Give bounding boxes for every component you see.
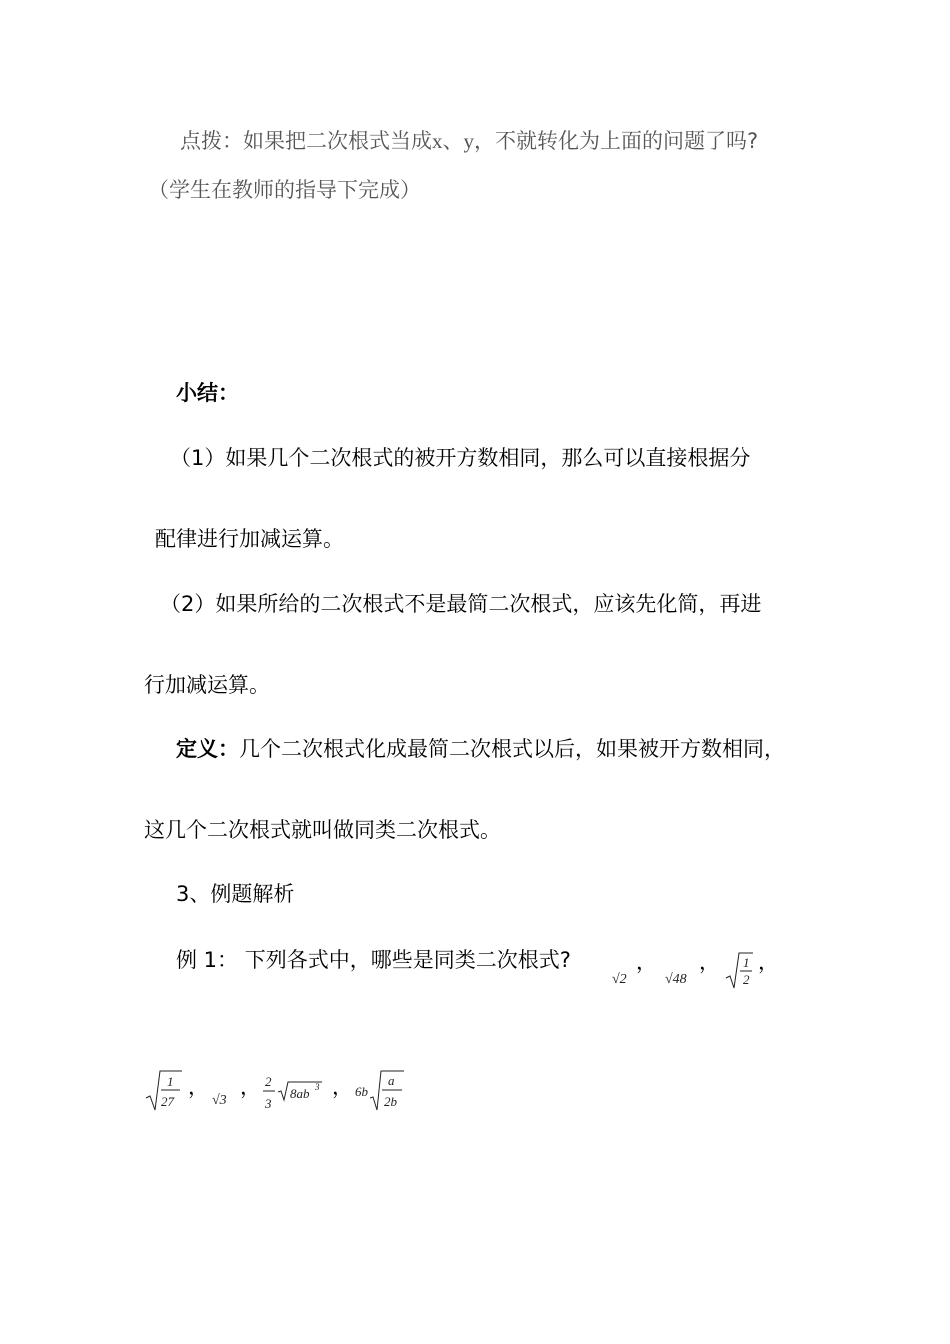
hint-sep: 、: [442, 129, 464, 153]
summary-item1-line2: 配律进行加减运算。: [155, 527, 344, 551]
a-num: a: [388, 1073, 395, 1088]
radicand-8ab: 8ab: [290, 1086, 310, 1101]
coef-6b: 6b: [355, 1084, 368, 1099]
definition-line2: 这几个二次根式就叫做同类二次根式。: [144, 818, 501, 842]
hint-line: [180, 126, 758, 156]
expr-sqrt-2: √2: [612, 972, 627, 987]
expr-6b-sqrt-a-2b: [354, 1068, 406, 1114]
definition-label: 定义：: [176, 737, 239, 761]
comma-4: ，: [188, 1075, 209, 1099]
expr-frac-sqrt-8ab3: [262, 1070, 326, 1114]
comma-6: ，: [332, 1075, 353, 1099]
comma-3: ，: [758, 950, 779, 974]
example1-prompt: 例 1： 下列各式中，哪些是同类二次根式?: [176, 948, 571, 972]
comma-1: ，: [636, 950, 657, 974]
section3-heading: 3、例题解析: [176, 882, 295, 906]
coef-num: 2: [265, 1074, 272, 1089]
hint-suffix: ，不就转化为上面的问题了吗?: [474, 129, 759, 153]
expr-sqrt-3: √3: [212, 1093, 227, 1108]
coef-den: 3: [265, 1096, 272, 1111]
expr-sqrt-half: [724, 950, 754, 992]
hint-prefix: 点拨：如果把二次根式当成: [180, 129, 432, 153]
definition-text1: 几个二次根式化成最简二次根式以后，如果被开方数相同，: [239, 737, 785, 761]
summary-title: 小结：: [176, 381, 239, 405]
exp-3: 3: [315, 1082, 320, 1092]
frac127-num: 1: [167, 1074, 174, 1089]
hint-var-x: x: [432, 129, 443, 153]
comma-2: ，: [699, 950, 720, 974]
comma-5: ，: [240, 1075, 261, 1099]
a-den: 2b: [384, 1094, 397, 1109]
summary-item2-line2: 行加减运算。: [144, 673, 270, 697]
half-num: 1: [743, 955, 750, 970]
summary-item1-line1: （1）如果几个二次根式的被开方数相同，那么可以直接根据分: [170, 446, 751, 470]
student-note: （学生在教师的指导下完成）: [148, 178, 421, 202]
summary-item2-line1: （2）如果所给的二次根式不是最简二次根式，应该先化简，再进: [160, 592, 762, 616]
expr-sqrt-1-27: [144, 1068, 184, 1114]
frac127-den: 27: [161, 1094, 174, 1109]
definition-line1: [176, 734, 785, 764]
expr-sqrt-48: √48: [665, 972, 687, 987]
half-den: 2: [743, 972, 750, 987]
hint-var-y: y: [463, 129, 474, 153]
